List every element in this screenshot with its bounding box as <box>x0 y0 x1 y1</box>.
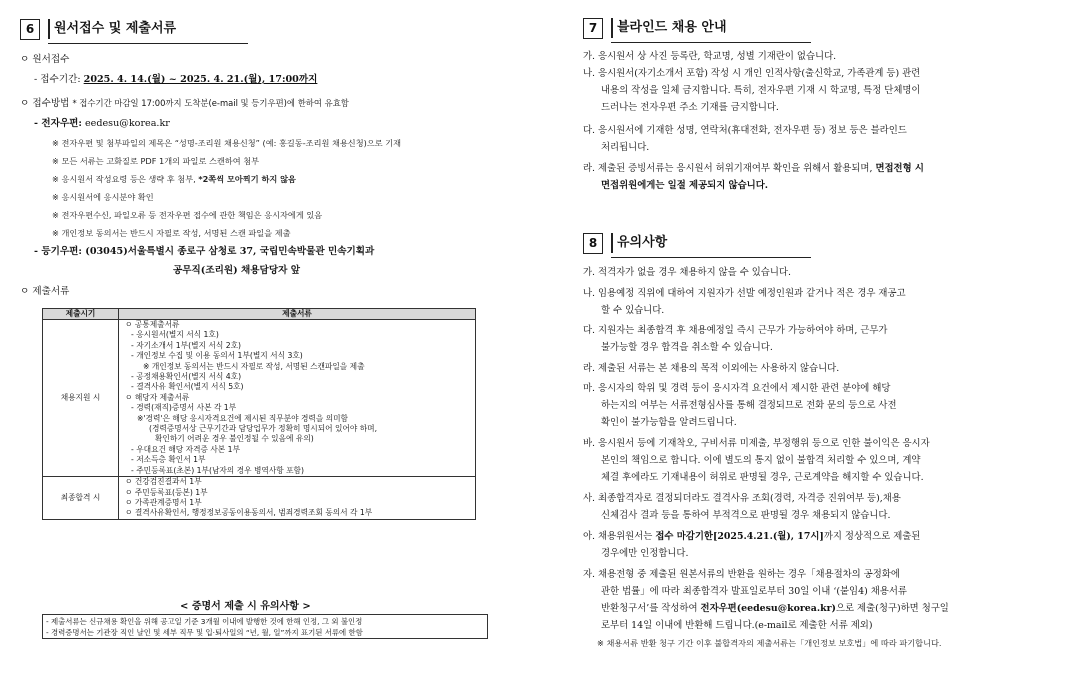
blind-line: 다. 응시원서에 기재한 성명, 연락처(휴대전화, 전자우편 등) 정보 등은 블라인드 <box>583 125 907 136</box>
email-bold: 전자우편(eedesu@korea.kr) <box>700 603 836 614</box>
email-note-text: ※ 응시원서 작성요령 등은 생략 후 첨부, <box>52 174 199 184</box>
method-note: * 접수기간 마감일 17:00까지 도착분(e-mail 및 등기우편)에 한하여 유효함 <box>72 98 349 108</box>
caution-line <box>583 528 920 545</box>
doc-item: - 주민등록표(초본) 1부(남자의 경우 병역사항 포함) <box>131 465 304 475</box>
deadline-bold: 접수 마감기한[2025.4.21.(월), 17시] <box>655 531 824 542</box>
table-cell <box>119 477 476 520</box>
blind-line: 가. 응시원서 상 사진 등록란, 학교명, 성별 기재란이 없습니다. <box>583 51 837 62</box>
blind-line: 처리됩니다. <box>601 142 650 153</box>
section-title: 원서접수 및 제출서류 <box>48 19 176 39</box>
caution-line <box>601 600 949 617</box>
email-label: - 전자우편: <box>34 118 82 129</box>
doc-item: ㅇ 해당자 제출서류 <box>125 392 190 402</box>
email-note: ※ 응시원서에 응시분야 확인 <box>52 192 154 202</box>
notice-line: - 제출서류는 신규채용 확인을 위해 공고일 기준 3개월 이내에 발행한 것에 한해 인정, 그 외 불인정 <box>46 617 363 626</box>
caution-line: 경우에만 인정합니다. <box>601 548 689 559</box>
doc-item: - 우대요건 해당 자격증 사본 1부 <box>131 444 240 454</box>
email-note: ※ 전자우편수신, 파일오류 등 전자우편 접수에 관한 책임은 응시자에게 있음 <box>52 210 323 220</box>
doc-item: - 개인정보 수집 및 이용 동의서 1부(별지 서식 3호) <box>131 351 303 361</box>
section-6-header <box>20 19 280 45</box>
doc-item: ※ 개인정보 동의서는 반드시 자필로 작성, 서명된 스캔파일을 제출 <box>143 361 365 371</box>
doc-item: 확인하기 어려운 경우 불인정될 수 있음에 유의) <box>155 434 314 444</box>
documents-table <box>42 308 476 520</box>
caution-line: 불가능할 경우 합격을 취소할 수 있습니다. <box>601 342 773 353</box>
section-title: 블라인드 채용 안내 <box>611 18 727 38</box>
section-number: 7 <box>583 18 603 39</box>
method-line <box>20 97 349 110</box>
method-heading: ㅇ 접수방법 <box>20 98 70 109</box>
caution-line: 본인의 책임으로 합니다. 이에 별도의 통지 없이 불합격 처리할 수 있으며, 계약 <box>601 455 921 466</box>
caution-line: 신체검사 결과 등을 통하여 부적격으로 판명될 경우 채용되지 않습니다. <box>601 510 891 521</box>
docs-heading: ㅇ 제출서류 <box>20 286 70 297</box>
doc-item: - 공정채용확인서(별지 서식 4호) <box>131 372 242 382</box>
caution-line: 자. 채용전형 중 제출된 원본서류의 반환을 원하는 경우「채용절차의 공정화에 <box>583 569 900 580</box>
caution-line: 하는지의 여부는 서류전형심사를 통해 결정되므로 전화 문의 등으로 사전 <box>601 400 897 411</box>
email-note: ※ 개인정보 동의서는 반드시 자필로 작성, 서명된 스캔 파일을 제출 <box>52 228 291 238</box>
email-note: ※ 전자우편 및 첨부파일의 제목은 “성명-조리원 채용신청” (예: 홍길동-조리원 채용신청)으로 기재 <box>52 138 402 148</box>
doc-item: ㅇ 건강검진결과서 1부 <box>125 477 202 487</box>
post-line <box>34 246 374 258</box>
doc-item: ※'경력'은 해당 응시자격요건에 제시된 직무분야 경력을 의미함 <box>137 413 348 423</box>
doc-item: - 자기소개서 1부(별지 서식 2호) <box>131 340 242 350</box>
blind-line: 내용의 작성을 일체 금지합니다. 특히, 전자우편 기재 시 학교명, 특정 단체명이 <box>601 85 921 96</box>
blind-line: 면접위원에게는 일절 제공되지 않습니다. <box>601 180 769 191</box>
post-value-1: (03045)서울특별시 종로구 삼청로 37, 국립민속박물관 민속기획과 <box>81 246 375 257</box>
doc-item: ㅇ 결격사유확인서, 행정정보공동이용동의서, 범죄경력조회 동의서 각 1부 <box>125 508 373 518</box>
caution-line: 로부터 14일 이내에 반환해 드립니다.(e-mail로 제출한 서류 제외) <box>601 620 873 631</box>
blind-text: 라. 제출된 증빙서류는 응시원서 허위기재여부 확인을 위해서 활용되며, <box>583 163 876 174</box>
caution-line: 라. 제출된 서류는 본 채용의 목적 이외에는 사용하지 않습니다. <box>583 363 840 374</box>
table-row <box>43 477 476 520</box>
doc-item: ㅇ 주민등록표(등본) 1부 <box>125 487 208 497</box>
email-note <box>52 174 296 185</box>
caution-text: 반환청구서’를 작성하여 <box>601 603 701 614</box>
section-8-header <box>583 233 843 259</box>
period-value: 2025. 4. 14.(월) ~ 2025. 4. 21.(월), 17:00까지 <box>83 74 318 85</box>
email-note-bold: *2쪽씩 모아찍기 하지 않음 <box>198 174 296 184</box>
caution-line: 할 수 있습니다. <box>601 305 665 316</box>
section-7-header <box>583 18 843 44</box>
table-category: 채용지원 시 <box>43 320 119 477</box>
doc-item: - 저소득층 확인서 1부 <box>131 455 206 465</box>
caution-line: 다. 지원자는 최종합격 후 채용예정일 즉시 근무가 가능하여야 하며, 근무가 <box>583 325 888 336</box>
doc-item: (경력증명서상 근무기간과 담당업무가 정확히 명시되어 있어야 하며, <box>149 424 378 434</box>
blind-line: 나. 응시원서(자기소개서 포함) 작성 시 개인 인적사항(출신학교, 가족관계 등) 관련 <box>583 68 921 79</box>
email-value: eedesu@korea.kr <box>81 118 170 129</box>
section-rule <box>611 42 811 43</box>
post-value-2: 공무직(조리원) 채용담당자 앞 <box>173 265 300 276</box>
caution-line: 바. 응시원서 등에 기재착오, 구비서류 미제출, 부정행위 등으로 인한 불이익은 응시자 <box>583 438 930 449</box>
caution-line: 사. 최종합격자로 결정되더라도 결격사유 조회(경력, 자격증 진위여부 등),채용 <box>583 493 901 504</box>
caution-text: 아. 채용위원서는 <box>583 531 656 542</box>
table-header: 제출시기 <box>43 309 119 320</box>
section-rule <box>611 257 811 258</box>
notice-line: - 경력증명서는 기관장 직인 날인 및 세부 직무 및 입·퇴사일의 “년, 월, 일”까지 표기된 서류에 한함 <box>46 628 363 637</box>
post-label: - 등기우편: <box>34 246 82 257</box>
caution-line: 나. 임용예정 직위에 대하여 지원자가 선발 예정인원과 같거나 적은 경우 재공고 <box>583 288 906 299</box>
doc-item: ㅇ 가족관계증명서 1부 <box>125 497 202 507</box>
email-line <box>34 118 170 130</box>
receipt-period <box>34 74 317 86</box>
table-row <box>43 320 476 477</box>
table-header-row <box>43 309 476 320</box>
section-number: 6 <box>20 19 40 40</box>
section-rule <box>48 43 248 44</box>
blind-bold: 면접전형 시 <box>875 163 924 174</box>
caution-line: 관한 법률」에 따라 최종합격자 발표일로부터 30일 이내 ‘(붙임4) 채용서류 <box>601 586 907 597</box>
caution-text: 까지 정상적으로 제출된 <box>823 531 921 542</box>
notice-title: < 증명서 제출 시 유의사항 > <box>180 601 311 612</box>
caution-line: 마. 응시자의 학위 및 경력 등이 응시자격 요건에서 제시한 관련 분야에 해당 <box>583 383 891 394</box>
caution-line: 체결 후에라도 기재내용이 허위로 판명될 경우, 근로계약을 해지할 수 있습니다. <box>601 472 924 483</box>
blind-line <box>583 160 924 177</box>
section-number: 8 <box>583 233 603 254</box>
table-cell <box>119 320 476 477</box>
doc-item: - 경력(재직)증명서 사본 각 1부 <box>131 403 237 413</box>
notice-box <box>42 614 488 639</box>
email-note: ※ 모든 서류는 고화질로 PDF 1개의 파일로 스캔하여 첨부 <box>52 156 260 166</box>
caution-line: 확인이 불가능함을 알려드립니다. <box>601 417 737 428</box>
blind-line: 드러나는 전자우편 주소 기재를 금지합니다. <box>601 102 779 113</box>
receipt-heading: ㅇ 원서접수 <box>20 54 70 65</box>
period-label: - 접수기간: <box>34 74 84 85</box>
caution-line: 가. 적격자가 없을 경우 채용하지 않을 수 있습니다. <box>583 267 791 278</box>
table-header: 제출서류 <box>119 309 476 320</box>
doc-item: ㅇ 공통제출서류 <box>125 320 180 329</box>
doc-item: - 응시원서(별지 서식 1호) <box>131 330 219 340</box>
doc-item: - 결격사유 확인서(별지 서식 5호) <box>131 382 244 392</box>
section-title: 유의사항 <box>611 233 667 253</box>
table-category: 최종합격 시 <box>43 477 119 520</box>
footnote: ※ 채용서류 반환 청구 기간 이후 불합격자의 제출서류는「개인정보 보호법」에 따라 파기합니다. <box>597 638 942 648</box>
caution-text: 으로 제출(청구)하면 청구일 <box>835 603 949 614</box>
